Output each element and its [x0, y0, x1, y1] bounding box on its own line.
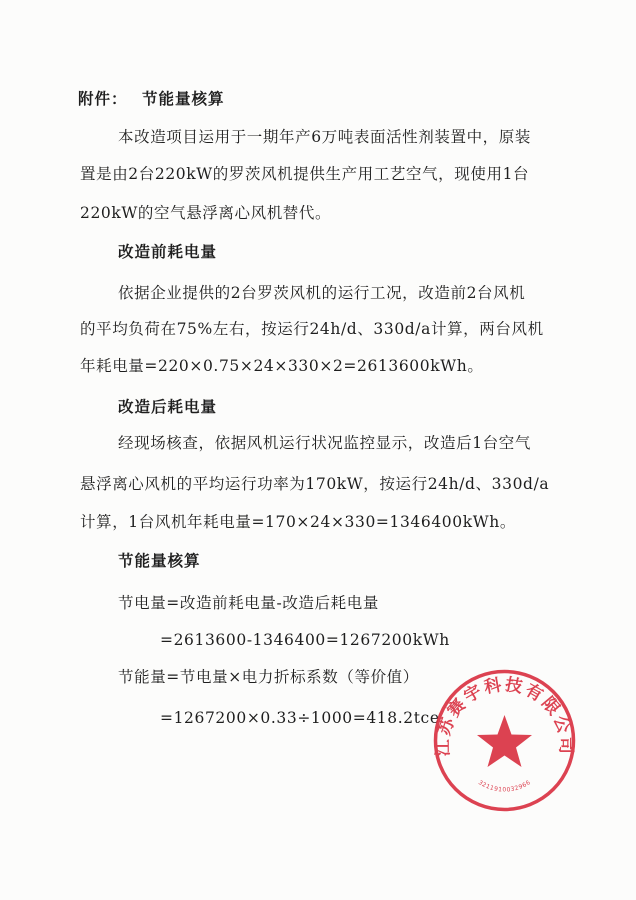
section-saving-heading: 节能量核算 — [118, 551, 201, 570]
section-after-heading: 改造后耗电量 — [118, 397, 218, 416]
section-before-line-2: 的平均负荷在75%左右，按运行24h/d、330d/a计算，两台风机 — [80, 320, 544, 338]
seal-company-name: 江苏赛宇科技有限公司 — [433, 674, 576, 757]
seal-star-icon — [477, 715, 532, 767]
intro-line-3: 220kW的空气悬浮离心风机替代。 — [80, 204, 332, 222]
attachment-label: 附件： — [78, 89, 128, 108]
section-after-line-2: 悬浮离心风机的平均运行功率为170kW，按运行24h/d、330d/a — [80, 475, 550, 493]
seal-code: 3211910032966 — [476, 778, 533, 794]
intro-line-2: 置是由2台220kW的罗茨风机提供生产用工艺空气，现使用1台 — [80, 165, 530, 183]
document-title: 节能量核算 — [142, 89, 225, 108]
saving-formula-1: 节电量=改造前耗电量-改造后耗电量 — [118, 594, 379, 612]
section-before-line-3: 年耗电量=220×0.75×24×330×2=2613600kWh。 — [80, 357, 484, 375]
section-before-line-1: 依据企业提供的2台罗茨风机的运行工况，改造前2台风机 — [118, 284, 526, 302]
intro-line-1: 本改造项目运用于一期年产6万吨表面活性剂装置中，原装 — [118, 128, 531, 146]
section-before-heading: 改造前耗电量 — [118, 242, 218, 261]
section-after-line-3: 计算，1台风机年耗电量=170×24×330=1346400kWh。 — [80, 513, 516, 531]
saving-formula-1-result: =2613600-1346400=1267200kWh — [160, 631, 450, 649]
section-after-line-1: 经现场核查，依据风机运行状况监控显示，改造后1台空气 — [118, 434, 531, 452]
company-seal — [432, 668, 577, 813]
saving-formula-2: 节能量=节电量×电力折标系数（等价值） — [118, 668, 419, 686]
saving-formula-2-result: =1267200×0.33÷1000=418.2tce — [160, 709, 440, 727]
